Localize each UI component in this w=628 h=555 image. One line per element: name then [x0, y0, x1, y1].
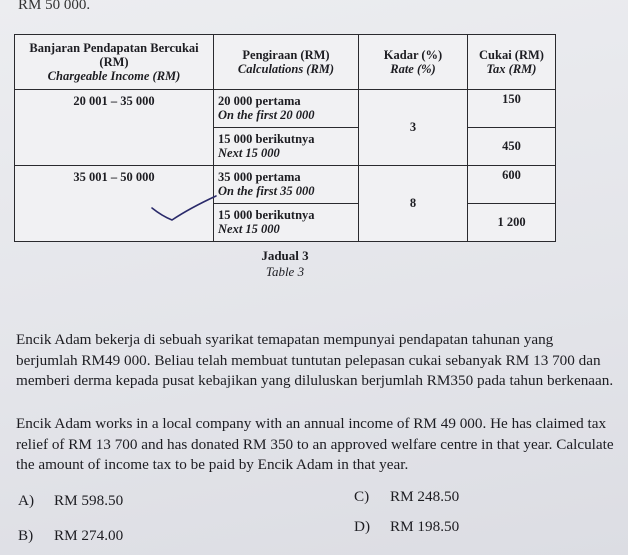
question-text-en: Encik Adam works in a local company with an annual income of RM 49 000. He has claimed tax relief of RM 13 700 and has donated RM 350 to an approved welfare centre in that year. Calculate the amount of income tax to be paid by Encik Adam in that year.	[16, 415, 614, 473]
option-a[interactable]	[18, 492, 123, 510]
table-caption-en: Table 3	[265, 264, 305, 279]
option-letter: B)	[18, 527, 34, 544]
handwritten-tick-mark	[150, 194, 220, 224]
band-cell: 20 001 – 35 000	[15, 90, 214, 166]
option-b[interactable]	[18, 527, 123, 545]
option-letter: D)	[354, 518, 371, 535]
tax-cell: 600	[468, 166, 556, 204]
header-tax: Cukai (RM) Tax (RM)	[468, 35, 556, 90]
question-text-ms: Encik Adam bekerja di sebuah syarikat temapatan mempunyai pendapatan tahunan yang berjumlah RM49 000. Beliau telah membuat tuntutan pelepasan cukai sebanyak RM 13 700 dan memberi derma kepada pusat kebajikan yang diluluskan berjumlah RM350 pada tahun berkenaan.	[16, 331, 614, 389]
header-calculations: Pengiraan (RM) Calculations (RM)	[214, 35, 359, 90]
previous-question-text: RM 50 000.	[18, 0, 91, 13]
band-cell: 35 001 – 50 000	[15, 166, 214, 242]
option-letter: A)	[18, 492, 35, 509]
table-row	[15, 166, 556, 204]
tax-cell: 150	[468, 90, 556, 128]
header-rate: Kadar (%) Rate (%)	[359, 35, 468, 90]
calc-cell: 35 000 pertama On the first 35 000	[214, 166, 359, 204]
rate-cell: 3	[359, 90, 468, 166]
table-header-row	[15, 35, 556, 90]
option-text: RM 198.50	[390, 518, 460, 535]
option-letter: C)	[354, 488, 370, 505]
table-row	[15, 90, 556, 128]
option-text: RM 248.50	[390, 488, 460, 505]
tax-cell: 1 200	[468, 204, 556, 242]
calc-cell: 15 000 berikutnya Next 15 000	[214, 128, 359, 166]
tax-rate-table	[14, 34, 556, 242]
tax-cell: 450	[468, 128, 556, 166]
option-text: RM 274.00	[54, 527, 124, 544]
rate-cell: 8	[359, 166, 468, 242]
option-c[interactable]	[354, 488, 459, 506]
table-caption-ms: Jadual 3	[261, 248, 309, 263]
option-text: RM 598.50	[54, 492, 124, 509]
header-chargeable-income: Banjaran Pendapatan Bercukai (RM) Chargeable Income (RM)	[15, 35, 214, 90]
option-d[interactable]	[354, 518, 459, 536]
calc-cell: 15 000 berikutnya Next 15 000	[214, 204, 359, 242]
calc-cell: 20 000 pertama On the first 20 000	[214, 90, 359, 128]
